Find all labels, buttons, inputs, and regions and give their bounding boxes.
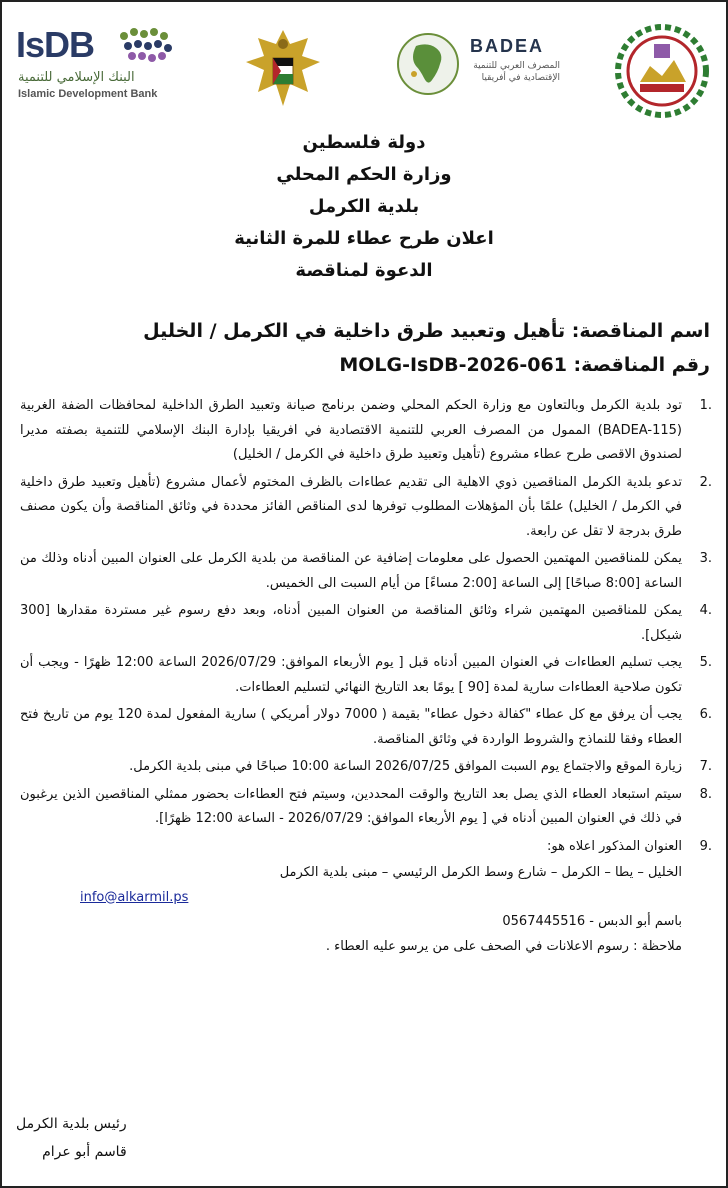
badea-arabic-name: المصرف العربي للتنمية الإقتصادية في أفريقيا xyxy=(473,61,560,83)
item-text: يمكن للمناقصين المهتمين الحصول على معلومات إضافية عن المناقصة من بلدية الكرمل على العنوان المبين أدناه وذلك من الساعة [8:00 صباحًا] إلى الساعة [2:00 مساءً] من أيام السبت الى الخميس. xyxy=(20,551,682,591)
item-number: .9 xyxy=(699,838,712,854)
list-item xyxy=(20,394,712,468)
signature-title: رئيس بلدية الكرمل xyxy=(16,1116,127,1132)
note-line: ملاحظة : رسوم الاعلانات في الصحف على من يرسو عليه العطاء . xyxy=(325,938,682,954)
item-number: .5 xyxy=(699,655,712,670)
conditions-list xyxy=(20,394,712,962)
title-announcement: اعلان طرح عطاء للمرة الثانية xyxy=(234,228,494,249)
signature-name: قاسم أبو عرام xyxy=(42,1144,127,1160)
africa-globe-icon xyxy=(394,30,462,98)
tender-name: اسم المناقصة: تأهيل وتعبيد طرق داخلية في الكرمل / الخليل xyxy=(143,320,710,342)
karmel-municipality-seal xyxy=(610,22,714,120)
isdb-arabic-name: البنك الإسلامي للتنمية xyxy=(18,70,135,85)
list-item xyxy=(20,703,712,752)
eagle-icon xyxy=(238,22,328,112)
item-number: .1 xyxy=(699,398,712,413)
list-item xyxy=(20,755,712,780)
badea-logo xyxy=(394,30,564,100)
item-text: يجب تسليم العطاءات في العنوان المبين أدناه قبل [ يوم الأربعاء الموافق: 2026/07/29 الساعة 12:00 ظهرًا - ويجب أن تكون صلاحية العطاءات سارية لمدة [90 ] يومًا بعد التاريخ النهائي لتسليم العطاءات. xyxy=(20,655,682,695)
item-text: سيتم استبعاد العطاء الذي يصل بعد التاريخ والوقت المحددين، وسيتم فتح العطاءات بحضور ممثلي المناقصين الذين يرغبون في ذلك في العنوان المبين أدناه في [ يوم الأربعاء الموافق: 2026/07/29 - الساعة 12:00 ظهرًا]. xyxy=(20,786,682,826)
email-line xyxy=(20,886,682,911)
list-item xyxy=(20,547,712,596)
palestine-eagle-emblem xyxy=(238,22,328,112)
item-number: .8 xyxy=(699,786,712,802)
item-text: يجب أن يرفق مع كل عطاء "كفالة دخول عطاء" بقيمة ( 7000 دولار أمريكي ) سارية المفعول لمدة 120 يوم من تاريخ فتح العطاء وفقا للنماذج والشروط الواردة في وثائق المناقصة. xyxy=(20,707,682,747)
item-text: زيارة الموقع والاجتماع يوم السبت الموافق 2026/07/25 الساعة 10:00 صباحًا في مبنى بلدية الكرمل. xyxy=(129,759,682,774)
title-invitation: الدعوة لمناقصة xyxy=(295,260,433,281)
list-item xyxy=(20,651,712,700)
tender-number: MOLG-IsDB-2026-061 xyxy=(339,354,567,376)
title-municipality: بلدية الكرمل xyxy=(308,196,420,217)
list-item xyxy=(20,783,712,832)
item-number: .7 xyxy=(699,759,712,774)
title-ministry: وزارة الحكم المحلي xyxy=(276,164,452,185)
item-text: العنوان المذكور اعلاه هو: xyxy=(546,838,682,854)
list-item xyxy=(20,471,712,545)
tender-number-line xyxy=(339,354,710,376)
list-item xyxy=(20,599,712,648)
email-link[interactable]: info@alkarmil.ps xyxy=(80,889,189,905)
title-state: دولة فلسطين xyxy=(302,132,426,153)
item-number: .2 xyxy=(699,474,712,490)
isdb-english-name: Islamic Development Bank xyxy=(18,88,158,100)
isdb-logo-mark: IsDB xyxy=(16,24,95,65)
address-line: الخليل – يطا – الكرمل – شارع وسط الكرمل الرئيسي – مبنى بلدية الكرمل xyxy=(279,865,682,880)
item-number: .3 xyxy=(699,551,712,566)
item-number: .6 xyxy=(699,707,712,722)
announcement-titles xyxy=(2,127,726,287)
signature-block xyxy=(16,1110,127,1166)
municipality-seal-icon xyxy=(610,22,714,120)
item-text: تود بلدية الكرمل وبالتعاون مع وزارة الحكم المحلي وضمن برنامج صيانة وتعبيد الطرق الداخلية لمحافظات الضفة الغربية (BADEA-115) الممول من المصرف العربي للتنمية الاقتصادية في افريقيا بإدارة البنك الإسلامي للتنمية بصفته مديرا لصندوق الاقصى طرح عطاء مشروع (تأهيل وتعبيد طرق داخلية في الكرمل / الخليل) xyxy=(20,398,682,462)
item-number: .4 xyxy=(699,603,712,618)
list-item xyxy=(20,835,712,960)
logo-strip xyxy=(10,8,718,118)
tender-number-label: رقم المناقصة: xyxy=(573,354,710,376)
isdb-logo xyxy=(16,16,186,104)
contact-line: باسم أبو الدبس - 0567445516 xyxy=(502,914,682,929)
isdb-dots-icon xyxy=(116,26,178,70)
item-text: تدعو بلدية الكرمل المناقصين ذوي الاهلية الى تقديم عطاءات بالظرف المختوم لأعمال مشروع (تأهيل وتعبيد طرق داخلية في الكرمل / الخليل) علمًا بأن المؤهلات المطلوب توفرها لدى المناقص الفائز محددة في وثائق المناقصة وأن يكون مصنف طرق بدرجة لا تقل عن رابعة. xyxy=(20,474,682,539)
badea-logo-mark: BADEA xyxy=(470,36,545,56)
item-text: يمكن للمناقصين المهتمين شراء وثائق المناقصة من العنوان المبين أدناه، وبعد دفع رسوم غير مستردة مقدارها [300 شيكل]. xyxy=(20,603,682,643)
